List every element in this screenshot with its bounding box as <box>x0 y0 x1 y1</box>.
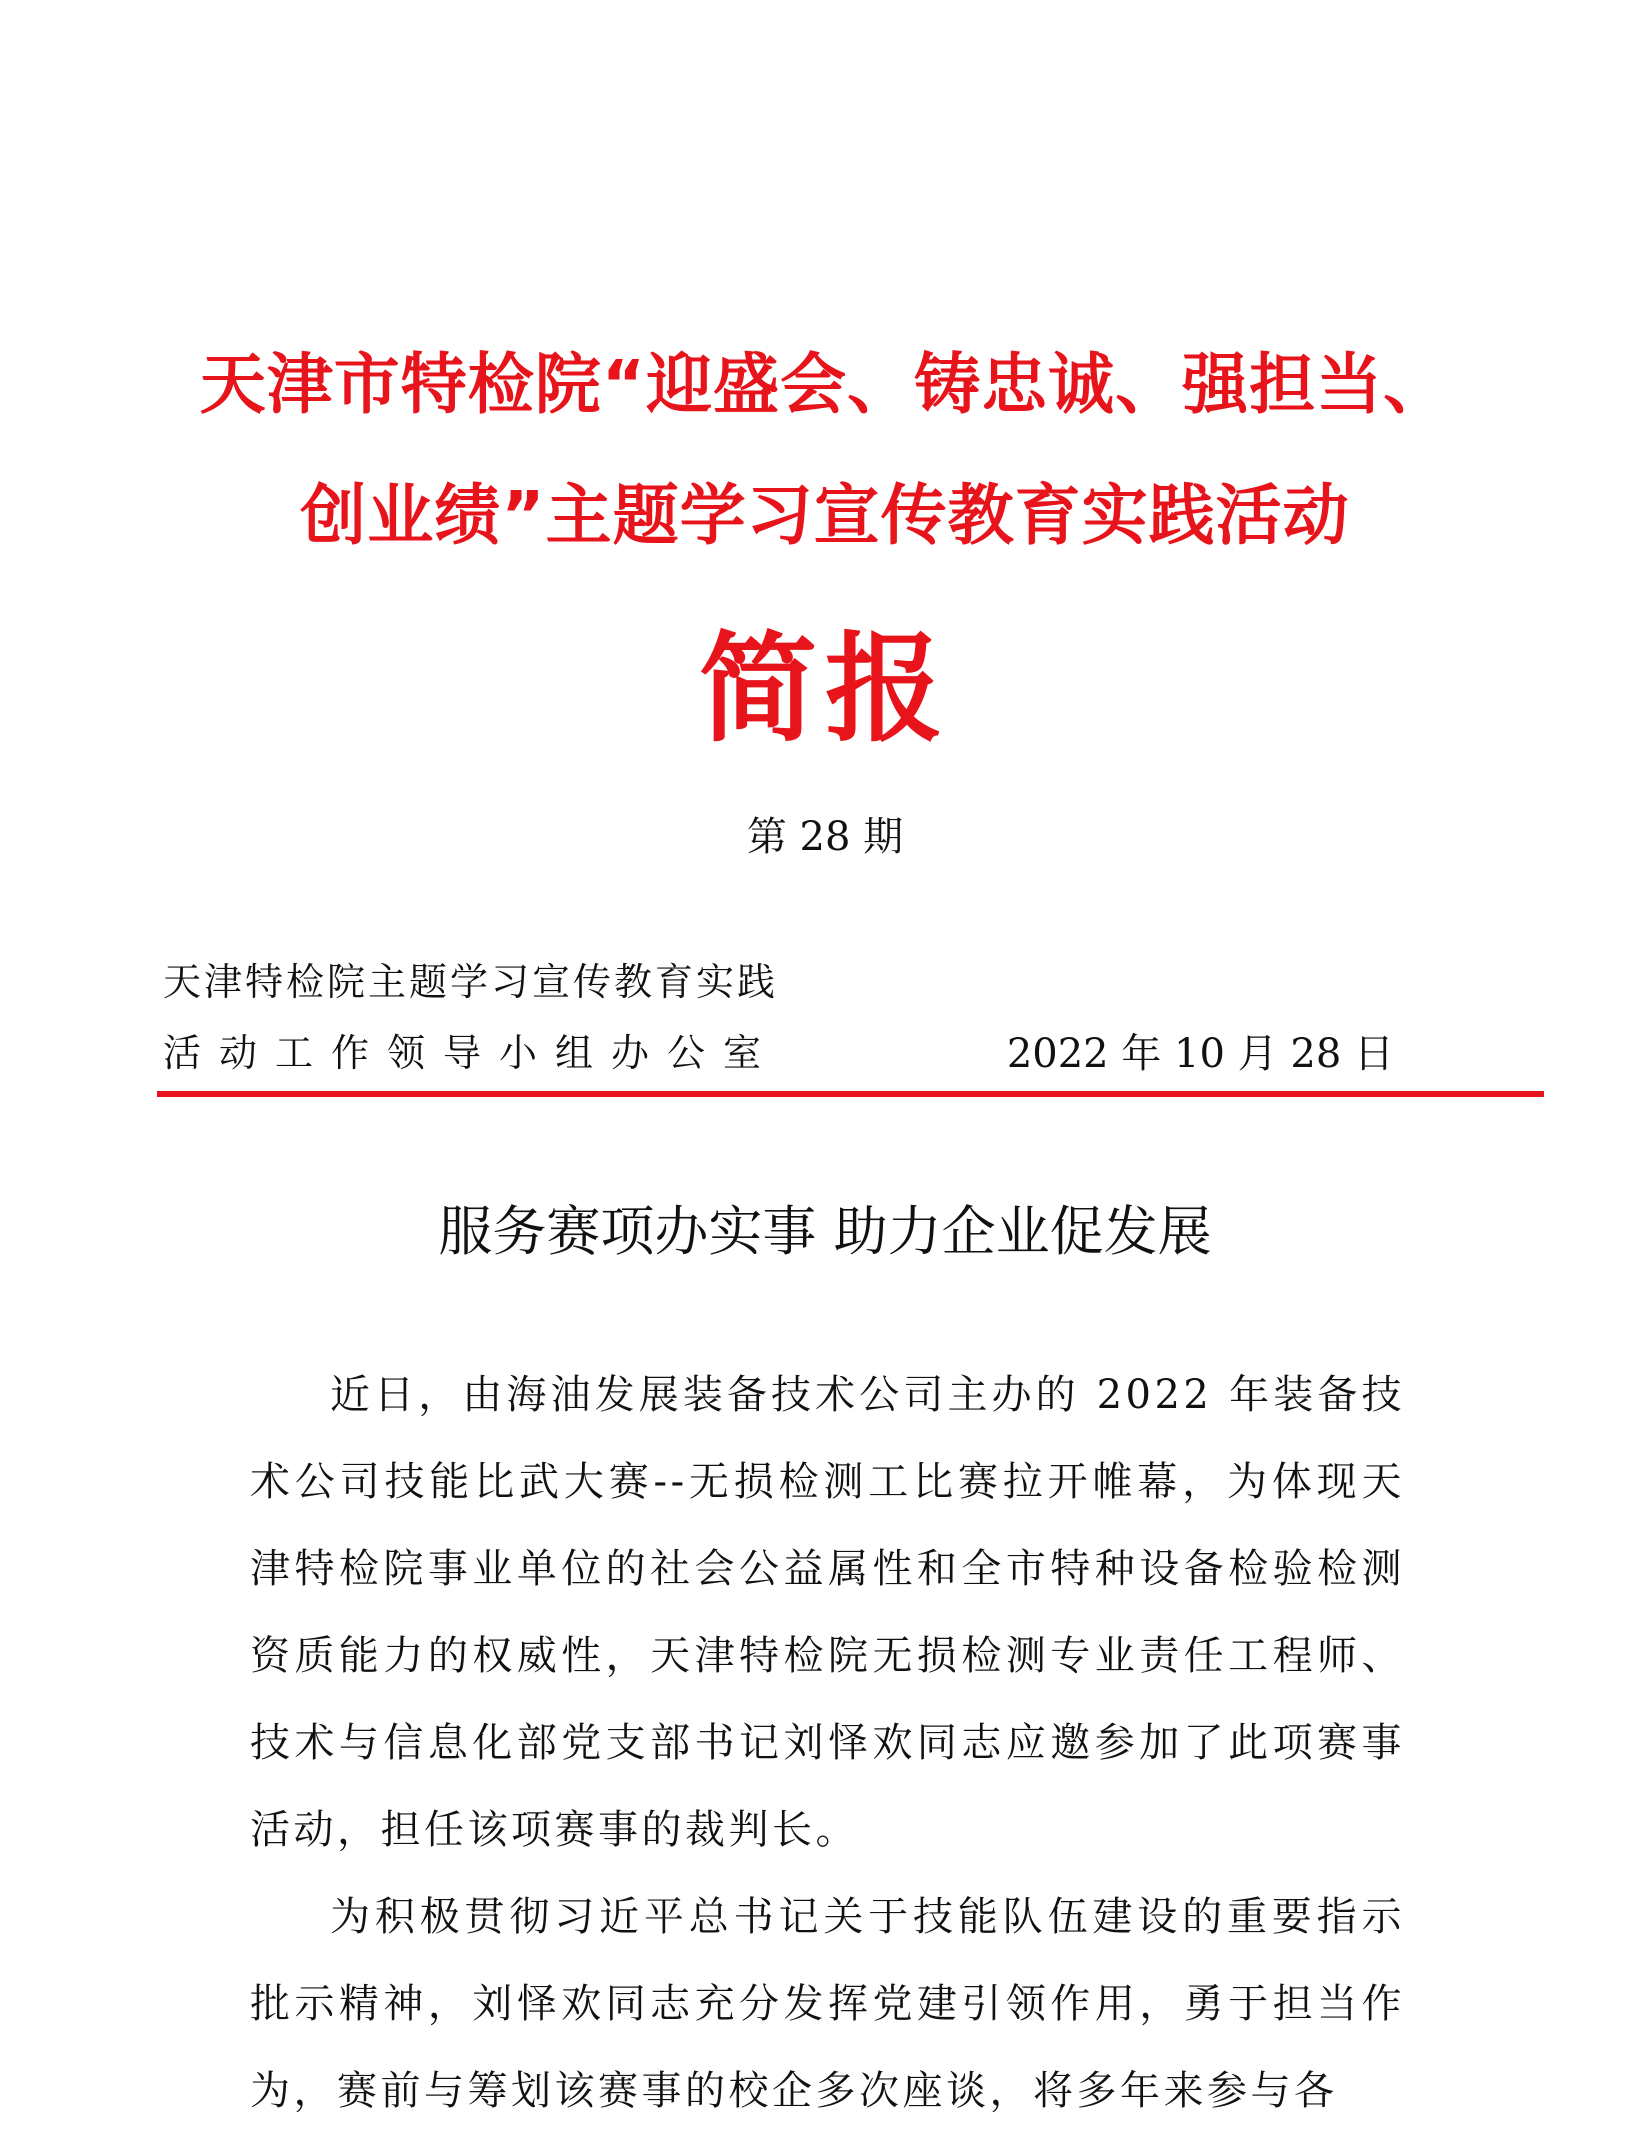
brief-heading: 简报 <box>698 620 951 758</box>
article-title: 服务赛项办实事 助力企业促发展 <box>438 1200 1212 1263</box>
issuer-line-1: 天津特检院主题学习宣传教育实践 <box>163 960 779 1004</box>
issuer-line-2: 活动工作领导小组办公室 <box>163 1031 780 1075</box>
issue-date: 2022 年 10 月 28 日 <box>1006 1031 1394 1077</box>
article-body <box>250 1352 1405 2135</box>
bulletin-title-line-2: 创业绩”主题学习宣传教育实践活动 <box>300 477 1350 554</box>
body-paragraph: 近日，由海油发展装备技术公司主办的 2022 年装备技术公司技能比武大赛--无损检测工比赛拉开帷幕，为体现天津特检院事业单位的社会公益属性和全市特种设备检验检测资质能力的权威性，天津特检院无损检测专业责任工程师、技术与信息化部党支部书记刘怿欢同志应邀参加了此项赛事活动，担任该项赛事的裁判长。 <box>250 1372 1405 1853</box>
bulletin-title-line-1: 天津市特检院“迎盛会、铸忠诚、强担当、 <box>199 346 1451 423</box>
header-divider <box>157 1091 1544 1097</box>
body-paragraph: 为积极贯彻习近平总书记关于技能队伍建设的重要指示批示精神，刘怿欢同志充分发挥党建引领作用，勇于担当作为，赛前与筹划该赛事的校企多次座谈，将多年来参与各 <box>250 1894 1405 2114</box>
issue-number: 第 28 期 <box>746 814 904 860</box>
